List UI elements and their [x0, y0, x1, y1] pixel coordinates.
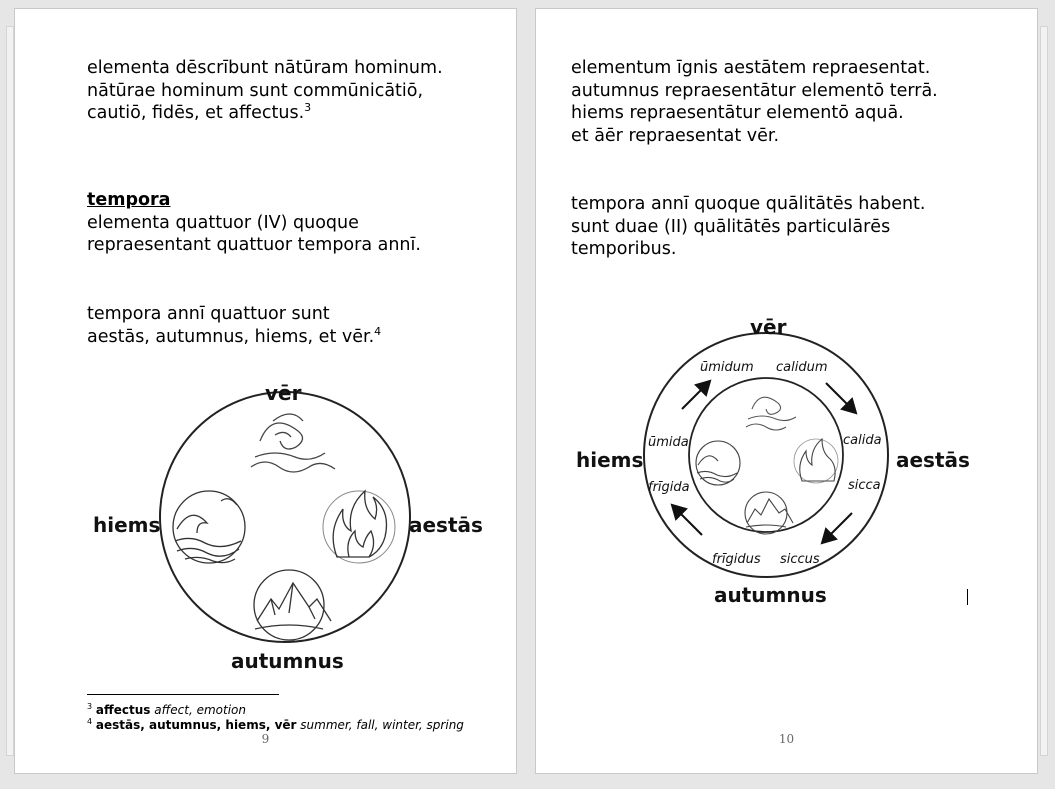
footnote-3	[87, 703, 246, 718]
footnote-number: 3	[87, 702, 93, 711]
earth-element-icon	[254, 570, 331, 640]
text-line: sunt duae (II) quālitātēs particulārēs	[571, 216, 891, 237]
air-element-icon	[251, 414, 335, 472]
text-line: repraesentant quattuor tempora annī.	[87, 235, 421, 256]
text-line	[87, 102, 443, 125]
page-number: 9	[261, 732, 270, 746]
quality-label: ūmida	[648, 435, 689, 450]
footnote-gloss: affect, emotion	[154, 703, 246, 717]
water-element-icon	[696, 441, 740, 485]
season-label-ver: vēr	[265, 381, 302, 405]
section-heading: tempora	[87, 190, 171, 210]
text-line	[87, 326, 381, 349]
quality-label: siccus	[780, 552, 820, 567]
footnote-term: aestās, autumnus, hiems, vēr	[95, 718, 297, 732]
text-line: elementa quattuor (IV) quoque	[87, 212, 359, 233]
scroll-edge-right	[1040, 26, 1048, 756]
quality-label: frīgidus	[712, 552, 761, 567]
text-line: temporibus.	[571, 239, 677, 260]
text-line: elementa dēscrībunt nātūram hominum.	[87, 58, 443, 78]
water-element-icon	[173, 491, 245, 563]
quality-label: calida	[843, 433, 882, 448]
text-line: autumnus repraesentātur elementō terrā.	[571, 80, 938, 101]
text-line: elementum īgnis aestātem repraesentat.	[571, 58, 931, 78]
season-label-hiems: hiems	[576, 448, 644, 472]
section-tempora	[87, 189, 421, 257]
scroll-edge-left	[6, 26, 14, 756]
footnote-term: affectus	[95, 703, 151, 717]
season-label-autumnus: autumnus	[714, 583, 827, 607]
paragraph-qualitates	[571, 193, 926, 261]
document-page-left[interactable]	[14, 8, 517, 774]
document-page-right[interactable]	[535, 8, 1038, 774]
fire-element-icon	[323, 491, 395, 563]
season-label-ver: vēr	[750, 315, 787, 339]
paragraph-tempora-anni	[87, 303, 381, 348]
quality-label: ūmidum	[700, 360, 754, 375]
quality-label: calidum	[776, 360, 828, 375]
season-label-hiems: hiems	[93, 513, 161, 537]
seasons-figure	[75, 369, 495, 673]
footnote-gloss: summer, fall, winter, spring	[300, 718, 464, 732]
paragraph-elementa	[87, 57, 443, 125]
footnote-number: 4	[87, 717, 93, 726]
page-number: 10	[778, 732, 795, 746]
quality-label: frīgida	[648, 480, 690, 495]
text-line: tempora annī quattuor sunt	[87, 304, 330, 324]
text-line: nātūrae hominum sunt commūnicātiō,	[87, 80, 424, 101]
earth-element-icon	[745, 492, 793, 534]
qualities-figure	[566, 305, 1006, 615]
text-line: et āēr repraesentat vēr.	[571, 125, 780, 146]
season-label-autumnus: autumnus	[231, 649, 344, 673]
paragraph-elementum	[571, 57, 938, 147]
text-cursor	[967, 589, 968, 605]
footnote-reference[interactable]: 4	[374, 324, 382, 338]
text-line: hiems repraesentātur elementō aquā.	[571, 103, 904, 124]
text-line: tempora annī quoque quālitātēs habent.	[571, 194, 926, 214]
footnote-separator	[87, 694, 279, 695]
footnote-reference[interactable]: 3	[304, 101, 312, 115]
fire-element-icon	[794, 439, 838, 483]
text-line-content: cautiō, fidēs, et affectus.	[87, 103, 305, 124]
text-line-content: aestās, autumnus, hiems, et vēr.	[87, 326, 375, 347]
air-element-icon	[746, 397, 796, 430]
footnote-4	[87, 718, 464, 733]
season-label-aestas: aestās	[409, 513, 483, 537]
season-label-aestas: aestās	[896, 448, 970, 472]
quality-label: sicca	[848, 478, 881, 493]
